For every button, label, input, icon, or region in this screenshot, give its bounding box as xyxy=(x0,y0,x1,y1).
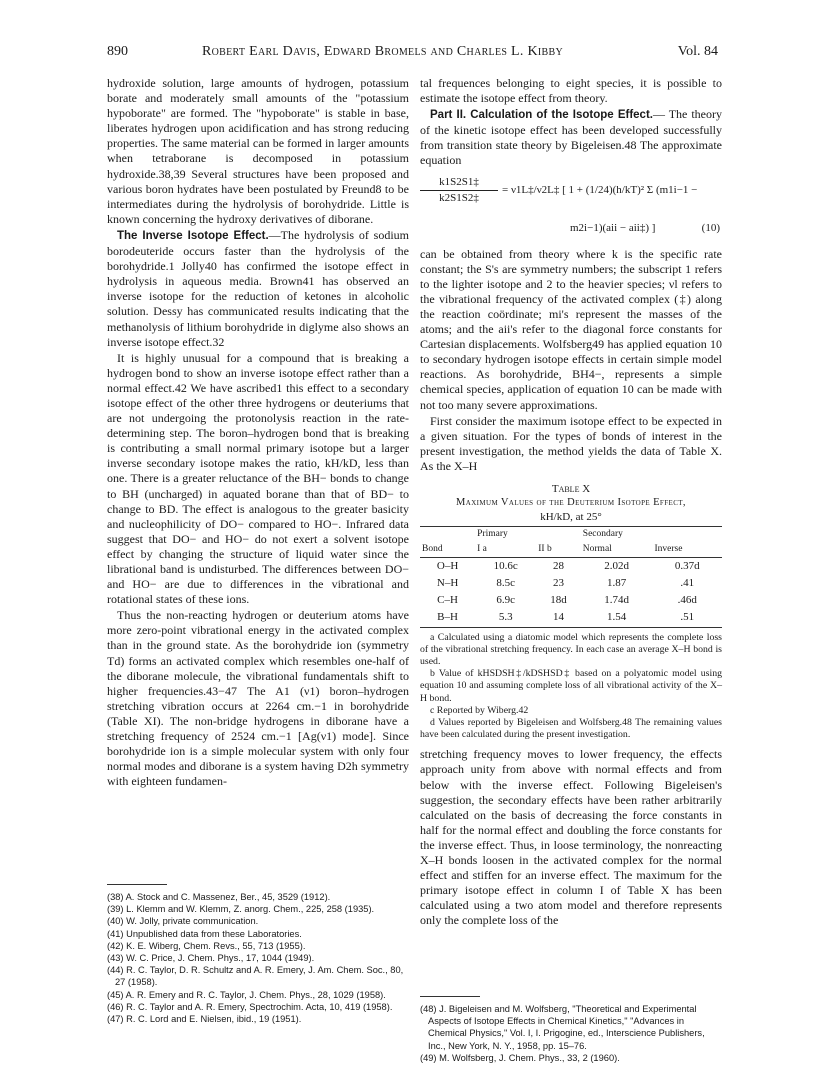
section-heading-inverse-isotope: The Inverse Isotope Effect. xyxy=(117,229,269,242)
table-column-header: Bond xyxy=(422,544,443,555)
footnote-divider-right xyxy=(420,996,480,997)
table-cell: 1.87 xyxy=(607,577,627,590)
table-label: Table X xyxy=(551,482,591,495)
references-left xyxy=(107,891,409,1025)
equation-rhs-second-line: m2i−1)(aii − aii‡) ] xyxy=(570,221,656,234)
table-cell: 6.9c xyxy=(496,594,516,607)
reference-item: (42) K. E. Wiberg, Chem. Revs., 55, 713 (1955). xyxy=(107,940,306,951)
table-cell: B–H xyxy=(437,611,458,624)
paragraph-inverse-isotope-text: —The hydrolysis of sodium borodeuteride occurs faster than the hydrolysis of the borohydride.1 Jolly40 has confirmed the isotope effect in hydrolysis in aqueous media. Brown41 has observed an inverse isotope for the reduction of ketones in alcoholic solution. Dessy has communicated results indicating that the methanolysis of lithium borohydride in diglyme also shows an inverse isotope effect.32 xyxy=(107,227,409,349)
table-cell: 8.5c xyxy=(496,577,516,590)
paragraph-tal-frequences: tal frequences belonging to eight species, it is possible to estimate the isotope effect from theory. xyxy=(420,76,722,106)
equation-10 xyxy=(420,173,722,243)
table-cell: 28 xyxy=(553,560,565,573)
paragraph-stretching-frequency: stretching frequency moves to lower frequency, the effects approach unity from above with normal effects and from below with the inverse effect. Following Bigeleisen's suggestion, the secondary effects have been rather arbitrarily calculated on the basis of decreasing the force constants in half for the normal effect and doubling the force constants for the inverse effect. Thus, in loose terminology, the nonreacting X–H bonds loosen in the activated complex for the normal effect and stiffen for an inverse effect. The maximum for the primary isotope effect in column I of Table X has been calculated using a two atom model and therefore represents only the complete loss of the xyxy=(420,747,722,928)
table-footnote: c Reported by Wiberg.42 xyxy=(430,704,529,716)
footnote-divider-left xyxy=(107,884,167,885)
left-column xyxy=(107,76,409,790)
references-right xyxy=(420,1003,722,1064)
reference-item: (47) R. C. Lord and E. Nielsen, ibid., 19 (1951). xyxy=(107,1014,302,1025)
table-footnote: b Value of kHSDSH‡/kDSHSD‡ based on a polyatomic model using equation 10 and assuming complete loss of all vibrational activity of the X–H bond. xyxy=(420,668,722,704)
equation-lhs xyxy=(420,175,498,206)
table-cell: C–H xyxy=(437,594,458,607)
table-cell: .46d xyxy=(677,594,697,607)
table-cell: 0.37d xyxy=(674,560,700,573)
table-column-header: II b xyxy=(538,544,552,555)
table-cell: 2.02d xyxy=(604,560,630,573)
table-column-header: I a xyxy=(477,544,487,555)
reference-item: (49) M. Wolfsberg, J. Chem. Phys., 33, 2 (1960). xyxy=(420,1052,620,1063)
table-cell: 18d xyxy=(550,594,567,607)
table-title: Maximum Values of the Deuterium Isotope Effect, xyxy=(456,496,686,508)
table-column-header: Inverse xyxy=(654,544,683,555)
table-header-row xyxy=(420,542,722,557)
table-footnote: a Calculated using a diatomic model which represents the complete loss of the vibrational stretching frequency. In each case an average X–H bond is used. xyxy=(420,631,722,667)
table-cell: 1.74d xyxy=(604,594,630,607)
equation-number: (10) xyxy=(701,221,720,234)
paragraph-unusual-inverse: It is highly unusual for a compound that is breaking a hydrogen bond to show an inverse isotope effect rather than a normal effect.42 We have ascribed1 this effect to a secondary isotope effect of the other three hydrogens or deuteriums that are not undergoing the protonolysis reaction in the rate-determining step. The boron–hydrogen bond that is breaking is contributing a small normal primary isotope but a larger inverse secondary isotope makes the ratio, kH/kD, less than one. There is a greater reluctance of the BH− bonds to change to BH (uncharged) in aquated borane than that of BD− to change to BD. The effect is analogous to the greater basicity and nucleophilicity of DO− compared to HO−. Infrared data suggest that DO− and HO− do not exert a solvent isotope effect by changing the structure of liquid water since the librational band is undisturbed. The differences between DO− and HO− are due to differences in the vibrational and rotational states of these ions. xyxy=(107,350,409,607)
table-cell: .41 xyxy=(680,577,695,590)
table-x xyxy=(420,482,722,741)
equation-lhs-denominator: k2S1S2‡ xyxy=(439,191,479,204)
table-cell: 5.3 xyxy=(498,611,513,624)
table-cell: 14 xyxy=(553,611,565,624)
paragraph-inverse-isotope xyxy=(107,228,409,350)
equation-lhs-numerator: k1S2S1‡ xyxy=(420,175,498,191)
table-row xyxy=(420,609,722,626)
reference-item: (39) L. Klemm and W. Klemm, Z. anorg. Chem., 225, 258 (1935). xyxy=(107,904,375,915)
page-number: 890 xyxy=(107,44,128,59)
table-column-header: Normal xyxy=(582,544,612,555)
table-cell: O–H xyxy=(436,560,459,573)
table-cell: 1.54 xyxy=(607,611,627,624)
paragraph-nonreacting-hydrogen: Thus the non-reacting hydrogen or deuterium atoms have more zero-point vibrational energy in the activated complex than in the ground state. As the borohydride ion (symmetry Td) forms an activated complex which resembles one-half of the diborane molecule, the vibrational fundamentals shift to higher frequencies.43−47 The A1 (ν1) boron–hydrogen stretching vibration occurs at 2264 cm.−1 in borohydride (Table XI). The non-bridge hydrogens in diborane have a stretching frequency of 2524 cm.−1 [Ag(ν1) mode]. Since borohydride ion is a simple molecular system with only four normal modes and diborane is a system having D2h symmetry with eighteen fundamen- xyxy=(107,608,409,789)
paragraph-maximum-effect: First consider the maximum isotope effect to be expected in a given situation. For the types of bonds of interest in the present investigation, the method yields the data of Table X. As the X–H xyxy=(420,413,722,473)
paragraph-hypoborate: hydroxide solution, large amounts of hydrogen, potassium borate and moderately small amounts of the "potassium hypoborate" are formed. The "hypoborate" is stable in base, liberates hydrogen upon acidification and has strong reducing properties. The same material can be formed in larger amounts when tetraborane is decomposed in potassium hydroxide.38,39 Several structures have been proposed and various boron hydrates have been postulated by Freund8 to be intermediates during the hydrolysis of borohydride. Little is known concerning the hydroxy derivatives of diborane. xyxy=(107,76,409,226)
right-column xyxy=(420,76,722,929)
reference-item: (40) W. Jolly, private communication. xyxy=(107,916,259,927)
table-cell: 10.6c xyxy=(493,560,518,573)
reference-item: (48) J. Bigeleisen and M. Wolfsberg, "Theoretical and Experimental Aspects of Isotope Effects in Chemical Kinetics," "Advances in Chemical Physics," Vol. I, I. Prigogine, ed., Interscience Publishers, Inc., New York, N. Y., 1958, pp. 15–76. xyxy=(420,1004,705,1051)
table-cell: 23 xyxy=(553,577,565,590)
section-heading-part-two: Part II. Calculation of the Isotope Effect. xyxy=(430,109,653,122)
reference-item: (45) A. R. Emery and R. C. Taylor, J. Chem. Phys., 28, 1029 (1958). xyxy=(107,989,386,1000)
table-group-header-row xyxy=(420,527,722,542)
table-footnotes xyxy=(420,632,722,742)
table-group-primary: Primary xyxy=(477,528,508,539)
table-x-grid xyxy=(420,526,722,628)
reference-item: (44) R. C. Taylor, D. R. Schultz and A. R. Emery, J. Am. Chem. Soc., 80, 27 (1958). xyxy=(107,965,404,988)
table-cell: .51 xyxy=(680,611,695,624)
reference-item: (46) R. C. Taylor and A. R. Emery, Spectrochim. Acta, 10, 419 (1958). xyxy=(107,1001,393,1012)
table-group-secondary: Secondary xyxy=(582,528,623,539)
paragraph-part-two xyxy=(420,107,722,168)
table-footnote: d Values reported by Bigeleisen and Wolfsberg.48 The remaining values have been calculated during the present investigation. xyxy=(420,716,722,741)
reference-item: (43) W. C. Price, J. Chem. Phys., 17, 1044 (1949). xyxy=(107,953,315,964)
table-subtitle: kH/kD, at 25° xyxy=(540,510,602,523)
reference-item: (41) Unpublished data from these Laboratories. xyxy=(107,928,302,939)
paragraph-theory-terms: can be obtained from theory where k is the specific rate constant; the S's are symmetry numbers; the subscript 1 refers to the lighter isotope and 2 to the heavier species; νl refers to the vibrational frequency of the activated complex (‡) along the reaction coördinate; mi's represent the masses of the atoms; and the aii's refer to the diagonal force constants for Cartesian displacements. Wolfsberg49 has applied equation 10 to secondary hydrogen isotope effects in certain simple model reactions. As borohydride, BH4−, represents a simple chemical species, application of equation 10 can be made with not too many severe approximations. xyxy=(420,246,722,412)
running-title-authors: Robert Earl Davis, Edward Bromels and Charles L. Kibby xyxy=(202,44,563,59)
table-row xyxy=(420,575,722,592)
reference-item: (38) A. Stock and C. Massenez, Ber., 45, 3529 (1912). xyxy=(107,892,331,902)
table-row xyxy=(420,592,722,609)
volume-label: Vol. 84 xyxy=(677,44,718,59)
paragraph-part-two-text: — The theory of the kinetic isotope effect has been developed successfully from transition state theory by Bigeleisen.48 The approximate equation xyxy=(420,107,722,168)
table-row xyxy=(420,558,722,576)
table-cell: N–H xyxy=(436,577,459,590)
equation-rhs-first-line: = ν1L‡/ν2L‡ [ 1 + (1/24)(h/kT)² Σ (m1i−1 − xyxy=(502,183,698,196)
page-header xyxy=(107,44,718,64)
